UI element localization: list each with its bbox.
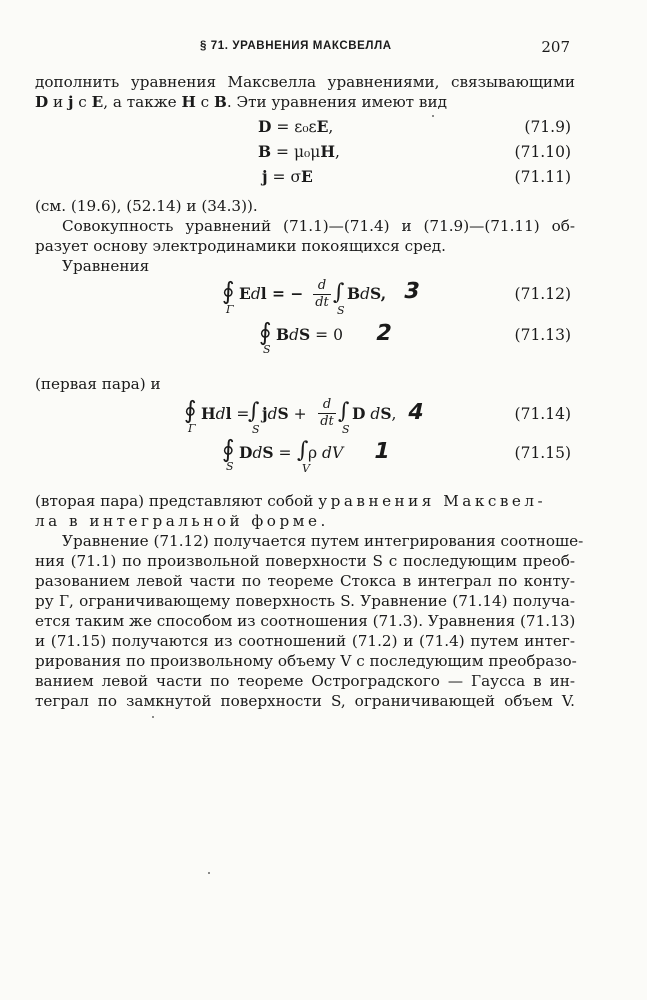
paragraph-2-line: ванием левой части по теореме Остроградского — Гаусса в ин- [35,672,575,690]
scan-speck [208,872,210,874]
paragraph-2-line: разованием левой части по теореме Стокса в интеграл по конту- [35,572,575,590]
volume-integral-symbol: ∫ [297,438,309,463]
contour-integral-symbol: ∮ [259,318,272,346]
equation-number: (71.11) [514,168,571,186]
contour-integral-symbol: ∮ [222,277,235,305]
paragraph-2-line: ру Г, ограничивающему поверхность S. Уравнение (71.14) получа- [35,592,575,610]
equation-number: (71.15) [514,444,571,462]
equation-number: (71.9) [524,118,571,136]
symbol-E: E [91,93,104,111]
second-pair-line-2: ла в интегральной форме. [35,512,329,530]
second-pair-line-1: (вторая пара) представляют собой уравнения Максвел- [35,492,547,510]
page-number: 207 [541,38,570,56]
contour-integral-symbol: ∮ [222,435,235,463]
paragraph-1-line-1: Совокупность уравнений (71.1)—(71.4) и (71.9)—(71.11) об- [62,217,575,235]
handwritten-mark: 3 [401,279,423,304]
equations-label: Уравнения [62,257,150,275]
equation-number: (71.13) [514,326,571,344]
symbol-j: j [67,93,74,111]
equation-71-11: j = σE [262,167,313,186]
paragraph-2-line: ется таким же способом из соотношения (71.3). Уравнения (71.13) [35,612,576,630]
intro-line-1: дополнить уравнения Максвелла уравнениями, связывающими [35,73,575,91]
paragraph-1-line-2: разует основу электродинамики покоящихся сред. [35,237,446,255]
equation-71-10: B = μ₀μH, [258,142,340,161]
scan-speck [432,115,434,117]
handwritten-mark: 4 [405,400,427,425]
handwritten-mark: 1 [371,439,393,464]
equation-number: (71.10) [514,143,571,161]
book-page: § 71. УРАВНЕНИЯ МАКСВЕЛЛА 207 дополнить уравнения Максвелла уравнениями, связывающими D и j с E, а также H с B. Эти уравнения имеют вид D = ε₀εE, (71.9) B = μ₀μH, (71.10) j = σE (71.11) (см. (19.6), (52.14) и (34.3)). Совокупность уравнений (71.1)—(71.4) и (71.9)—(71.11) об- разует основу электродинамики покоящихся сред. Уравнения ∮ Γ Edl = − d dt ∫ S BdS, 3 (71.12) ∮ S BdS = 0 2 (71.13) (первая пара) и ∮ Γ Hdl = ∫ S jdS + d dt ∫ S D dS, 4 (71.14) ∮ S DdS = ∫ V ρ dV 1 (71.15) (вторая пара) представляют собой уравнения Максвел- ла в интегральной форме. Уравнение (71.12) получается путем интегрирования соотноше- ния (71.1) по произвольной поверхности S с последующим преоб- разованием левой части по теореме Стокса в интеграл по конту- ру Г, ограничивающему поверхность S. Уравнение (71.14) получа- ется таким же способом из соотношения (71.3). Уравнения (71.13) и (71.15) получаются из соотношений (71.2) и (71.4) путем интег- рирования по произвольному объему V с последующим преобразо- ванием левой части по теореме Остроградского — Гаусса в ин- теграл по замкнутой поверхности S, ограничивающей объем V. [0,0,647,1000]
running-header [0,38,647,58]
paragraph-2-line: теграл по замкнутой поверхности S, ограничивающей объем V. [35,692,575,710]
paragraph-2-line: рирования по произвольному объему V с последующим преобразо- [35,652,577,670]
paragraph-2-line: ния (71.1) по произвольной поверхности S с последующим преоб- [35,552,575,570]
contour-integral-symbol: ∮ [184,396,197,424]
equation-number: (71.14) [514,405,571,423]
paragraph-2-line: Уравнение (71.12) получается путем интегрирования соотноше- [62,532,584,550]
surface-integral-symbol: ∫ [333,280,345,305]
section-title: § 71. УРАВНЕНИЯ МАКСВЕЛЛА [200,40,392,52]
equation-71-9: D = ε₀εE, [258,117,334,136]
first-pair-label: (первая пара) и [35,375,161,393]
paragraph-2-line: и (71.15) получаются из соотношений (71.2) и (71.4) путем интег- [35,632,575,650]
intro-line-2: D и j с E, а также H с B. Эти уравнения имеют вид [35,93,447,111]
symbol-H: H [181,93,196,111]
surface-integral-symbol: ∫ [248,399,260,424]
references-line: (см. (19.6), (52.14) и (34.3)). [35,197,258,215]
handwritten-mark: 2 [373,321,395,346]
symbol-D: D [35,93,49,111]
emphasis-spaced: уравнения Максвел- [318,492,547,510]
scan-speck [152,716,154,718]
equation-number: (71.12) [514,285,571,303]
symbol-B: B [214,93,227,111]
surface-integral-symbol: ∫ [338,399,350,424]
